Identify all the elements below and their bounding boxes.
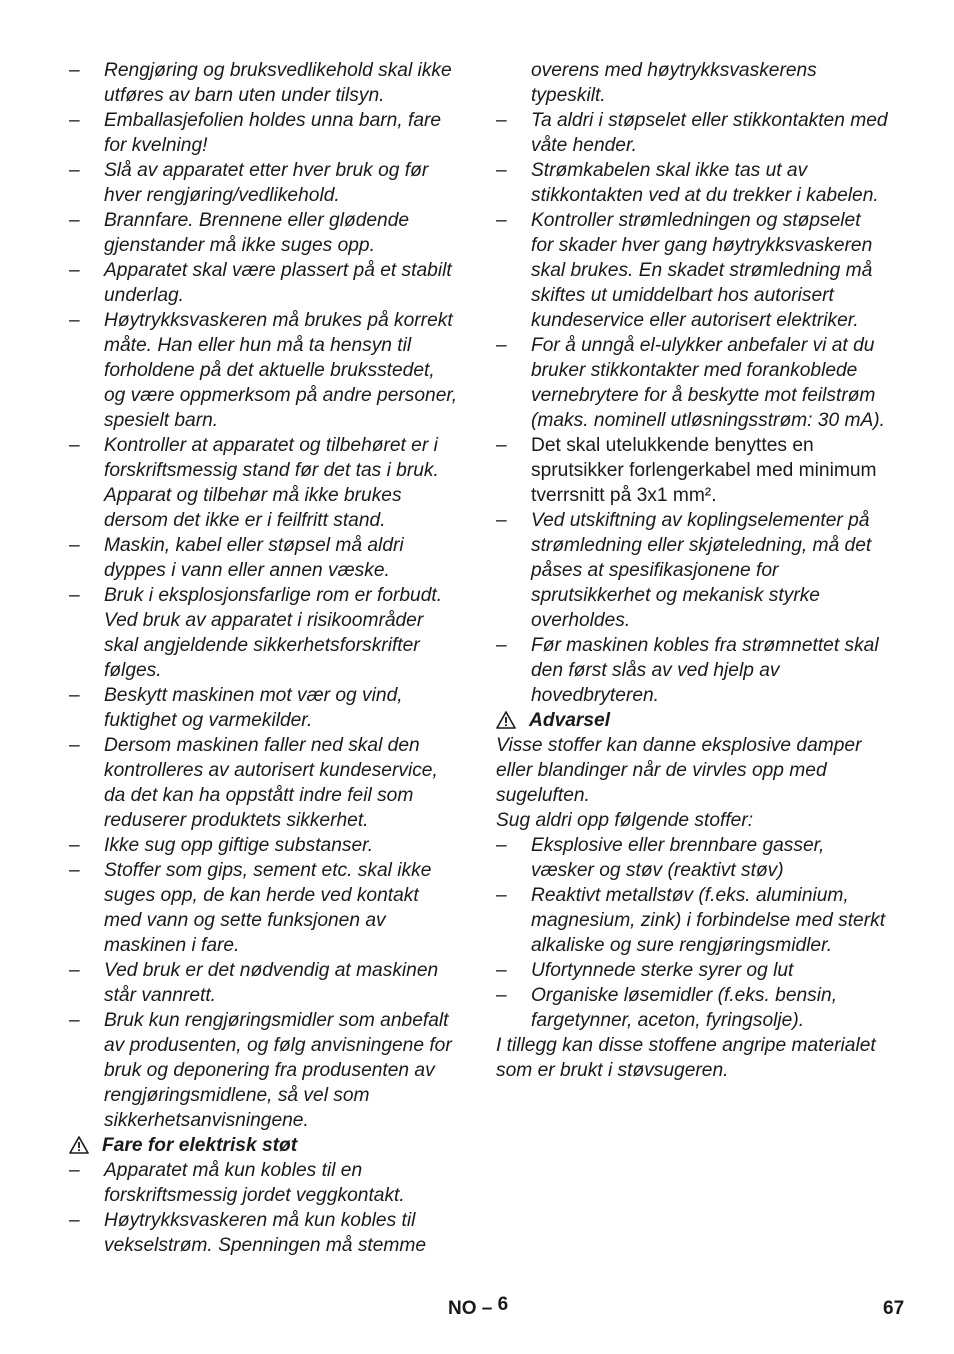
- bullet-dash: –: [69, 60, 80, 81]
- list-item-text: Maskin, kabel eller støpsel må aldri dyppes i vann eller annen væske.: [104, 535, 404, 581]
- list-item: [69, 833, 461, 858]
- list-item-text: Emballasjefolien holdes unna barn, fare for kvelning!: [104, 110, 442, 156]
- bullet-dash: –: [496, 435, 507, 456]
- list-item: [496, 158, 888, 208]
- list-item-text: Ved bruk er det nødvendig at maskinen står vannrett.: [104, 960, 439, 1006]
- bullet-dash: –: [496, 835, 507, 856]
- list-item-text: Det skal utelukkende benyttes en sprutsikker forlengerkabel med minimum tverrsnitt på 3x1 mm².: [531, 435, 877, 506]
- paragraph: Visse stoffer kan danne eksplosive damper eller blandinger når de virvles opp med sugeluften.: [496, 735, 862, 806]
- list-item-text: Organiske løsemidler (f.eks. bensin, fargetynner, aceton, fyringsolje).: [531, 985, 838, 1031]
- footer-section-label: [448, 1294, 509, 1320]
- list-item: [69, 733, 461, 833]
- list-item-text: Bruk i eksplosjonsfarlige rom er forbudt. Ved bruk av apparatet i risikoområder skal angjeldende sikkerhetsforskrifter følges.: [104, 585, 443, 681]
- right-column: [496, 58, 888, 1083]
- bullet-dash: –: [69, 685, 80, 706]
- list-item: [69, 1008, 461, 1133]
- list-item-text: For å unngå el-ulykker anbefaler vi at du bruker stikkontakter med forankoblede vernebrytere for å beskytte mot feilstrøm (maks. nominell utløsningsstrøm: 30 mA).: [531, 335, 885, 431]
- section-heading-text: Advarsel: [529, 710, 611, 731]
- bullet-dash: –: [69, 110, 80, 131]
- list-item: [69, 308, 461, 433]
- bullet-dash: –: [69, 435, 80, 456]
- list-item: [496, 958, 888, 983]
- warning-triangle-icon: [496, 711, 516, 729]
- footer-separator: –: [481, 1298, 493, 1319]
- list-item: [496, 208, 888, 333]
- list-item-text: Kontroller strømledningen og støpselet for skader hver gang høytrykksvaskeren skal brukes. En skadet strømledning må skiftes ut umiddelbart hos autorisert kundeservice eller autorisert elektriker.: [531, 210, 873, 331]
- list-item: [69, 208, 461, 258]
- list-item-text: Bruk kun rengjøringsmidler som anbefalt av produsenten, og følg anvisningene for bruk og deponering fra produsenten av rengjøringsmidlene, så vel som sikkerhetsanvisningene.: [104, 1010, 452, 1131]
- list-item-text: Apparatet skal være plassert på et stabilt underlag.: [104, 260, 452, 306]
- list-item-text: Høytrykksvaskeren må kun kobles til vekselstrøm. Spenningen må stemme: [104, 1210, 427, 1256]
- bullet-dash: –: [69, 535, 80, 556]
- list-item-text: overens med høytrykksvaskerens typeskilt.: [531, 60, 817, 106]
- list-item: [69, 158, 461, 208]
- list-item: [496, 333, 888, 433]
- warning-triangle-icon: [69, 1136, 89, 1154]
- list-item: [69, 958, 461, 1008]
- bullet-dash: –: [496, 110, 507, 131]
- list-item: [69, 858, 461, 958]
- list-item-text: Eksplosive eller brennbare gasser, væsker og støv (reaktivt støv): [531, 835, 825, 881]
- footer-section-page: 6: [497, 1294, 509, 1315]
- list-item-text: Før maskinen kobles fra strømnettet skal den først slås av ved hjelp av hovedbryteren.: [531, 635, 879, 706]
- bullet-dash: –: [69, 735, 80, 756]
- list-item-text: Stoffer som gips, sement etc. skal ikke suges opp, de kan herde ved kontakt med vann og sette funksjonen av maskinen i fare.: [104, 860, 432, 956]
- bullet-dash: –: [69, 310, 80, 331]
- section-heading-electric-shock: [69, 1133, 461, 1158]
- bullet-dash: –: [69, 260, 80, 281]
- section-heading-text: Fare for elektrisk støt: [102, 1135, 298, 1156]
- paragraph: Sug aldri opp følgende stoffer:: [496, 810, 754, 831]
- bullet-dash: –: [69, 860, 80, 881]
- bullet-dash: –: [69, 1210, 80, 1231]
- bullet-dash: –: [69, 835, 80, 856]
- list-item: [69, 583, 461, 683]
- bullet-dash: –: [69, 1160, 80, 1181]
- list-item: [69, 258, 461, 308]
- list-item-text: Strømkabelen skal ikke tas ut av stikkontakten ved at du trekker i kabelen.: [531, 160, 879, 206]
- list-item-text: Dersom maskinen faller ned skal den kontrolleres av autorisert kundeservice, da det kan ha oppstått indre feil som reduserer produktets sikkerhet.: [104, 735, 438, 831]
- bullet-dash: –: [69, 960, 80, 981]
- paragraph: I tillegg kan disse stoffene angripe materialet som er brukt i støvsugeren.: [496, 1035, 876, 1081]
- list-item-text: Rengjøring og bruksvedlikehold skal ikke utføres av barn uten under tilsyn.: [104, 60, 452, 106]
- list-item: [69, 433, 461, 533]
- list-item: [496, 433, 888, 508]
- list-item-text: Ved utskiftning av koplingselementer på strømledning eller skjøteledning, må det påses at spesifikasjonene for sprutsikkerhet og mekanisk styrke overholdes.: [531, 510, 872, 631]
- list-item: [496, 983, 888, 1033]
- left-column: [69, 58, 461, 1258]
- list-item-text: Beskytt maskinen mot vær og vind, fuktighet og varmekilder.: [104, 685, 403, 731]
- bullet-dash: –: [496, 335, 507, 356]
- list-item: [496, 108, 888, 158]
- list-item: [69, 1158, 461, 1208]
- list-item-text: Slå av apparatet etter hver bruk og før hver rengjøring/vedlikehold.: [104, 160, 429, 206]
- list-item-text: Ufortynnede sterke syrer og lut: [531, 960, 794, 981]
- section-heading-warning: [496, 708, 888, 733]
- footer-section-code: NO: [448, 1298, 477, 1319]
- list-item: [69, 533, 461, 583]
- list-item: [496, 633, 888, 708]
- list-item: [69, 108, 461, 158]
- bullet-dash: –: [69, 160, 80, 181]
- bullet-dash: –: [496, 160, 507, 181]
- list-item: [69, 683, 461, 733]
- list-item: [496, 833, 888, 883]
- bullet-dash: –: [496, 960, 507, 981]
- bullet-dash: –: [69, 1010, 80, 1031]
- list-item-continuation: [496, 58, 888, 108]
- bullet-dash: –: [496, 210, 507, 231]
- list-item: [69, 58, 461, 108]
- list-item-text: Ikke sug opp giftige substanser.: [104, 835, 374, 856]
- bullet-dash: –: [69, 210, 80, 231]
- list-item-text: Kontroller at apparatet og tilbehøret er i forskriftsmessig stand før det tas i bruk. Apparat og tilbehør må ikke brukes dersom det ikke er i feilfritt stand.: [104, 435, 439, 531]
- bullet-dash: –: [496, 510, 507, 531]
- bullet-dash: –: [496, 635, 507, 656]
- bullet-dash: –: [496, 885, 507, 906]
- list-item-text: Brannfare. Brennene eller glødende gjenstander må ikke suges opp.: [104, 210, 410, 256]
- bullet-dash: –: [69, 585, 80, 606]
- list-item-text: Høytrykksvaskeren må brukes på korrekt måte. Han eller hun må ta hensyn til forholdene på det aktuelle bruksstedet, og være oppmerksom på andre personer, spesielt barn.: [104, 310, 458, 431]
- list-item-text: Reaktivt metallstøv (f.eks. aluminium, magnesium, zink) i forbindelse med sterkt alkaliske og sure rengjøringsmidler.: [531, 885, 886, 956]
- list-item: [496, 508, 888, 633]
- bullet-dash: –: [496, 985, 507, 1006]
- list-item: [69, 1208, 461, 1258]
- list-item-text: Apparatet må kun kobles til en forskriftsmessig jordet veggkontakt.: [104, 1160, 405, 1206]
- list-item: [496, 883, 888, 958]
- list-item-text: Ta aldri i støpselet eller stikkontakten med våte hender.: [531, 110, 888, 156]
- page-number: 67: [883, 1298, 905, 1319]
